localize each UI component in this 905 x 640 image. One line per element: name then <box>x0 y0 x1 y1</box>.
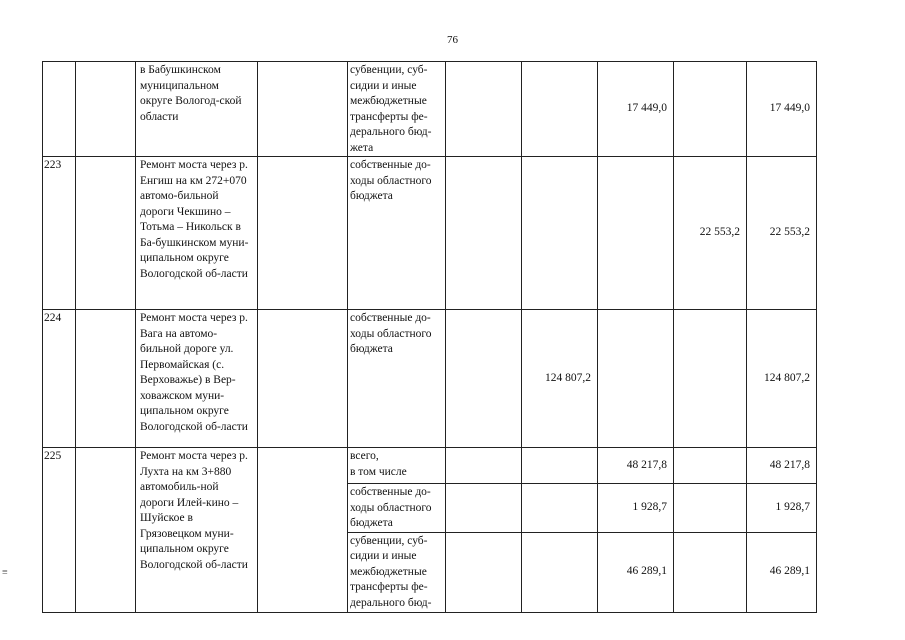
empty-cell <box>674 310 747 448</box>
empty-cell <box>76 448 136 613</box>
funding-source-cell: собственные до-ходы областного бюджета <box>348 157 446 310</box>
total-amount-cell: 17 449,0 <box>747 62 817 157</box>
amount-cell: 48 217,8 <box>598 448 674 484</box>
empty-cell <box>446 157 522 310</box>
row-index-cell: 224 <box>43 310 76 448</box>
funding-source-cell: субвенции, суб-сидии и иные межбюджетные трансферты фе-дерального бюд-жета <box>348 62 446 157</box>
row-index-cell: 225 <box>43 448 76 613</box>
table-row <box>43 310 817 448</box>
object-description-cell: Ремонт моста через р. Вага на автомо-бильной дороге ул. Первомайская (с. Верховажье) в Вер-ховажском муни-ципальном округе Вологодской об-ласти <box>136 310 258 448</box>
empty-cell <box>446 448 522 484</box>
empty-cell <box>76 310 136 448</box>
funding-source-cell: субвенции, суб-сидии и иные межбюджетные трансферты фе-дерального бюд- <box>348 532 446 612</box>
amount-cell <box>674 62 747 157</box>
amount-cell: 124 807,2 <box>522 310 598 448</box>
empty-cell <box>674 532 747 612</box>
table-row <box>43 62 817 157</box>
funding-source-cell: собственные до-ходы областного бюджета <box>348 484 446 533</box>
object-description-cell: Ремонт моста через р. Лухта на км 3+880 автомобиль-ной дороги Илей-кино – Шуйское в Грязовецком муни-ципальном округе Вологодской об-ласти <box>136 448 258 613</box>
total-amount-cell: 1 928,7 <box>747 484 817 533</box>
row-index-cell: 223 <box>43 157 76 310</box>
empty-cell <box>446 484 522 533</box>
table-row <box>43 157 817 310</box>
empty-cell <box>258 310 348 448</box>
amount-cell: 17 449,0 <box>598 62 674 157</box>
empty-cell <box>598 310 674 448</box>
amount-cell: 46 289,1 <box>598 532 674 612</box>
empty-cell <box>522 448 598 484</box>
empty-cell <box>258 157 348 310</box>
empty-cell <box>674 448 747 484</box>
empty-cell <box>598 157 674 310</box>
budget-table <box>42 61 817 613</box>
margin-mark: ≡ <box>2 567 8 578</box>
empty-cell <box>446 310 522 448</box>
empty-cell <box>674 484 747 533</box>
funding-source-cell: собственные до-ходы областного бюджета <box>348 310 446 448</box>
amount-cell: 1 928,7 <box>598 484 674 533</box>
empty-cell <box>76 62 136 157</box>
table-row <box>43 448 817 484</box>
empty-cell <box>76 157 136 310</box>
object-description-cell: Ремонт моста через р. Енгиш на км 272+070 автомо-бильной дороги Чекшино – Тотьма – Никольск в Ба-бушкинском муни-ципальном округе Вологодской об-ласти <box>136 157 258 310</box>
total-amount-cell: 22 553,2 <box>747 157 817 310</box>
funding-source-cell: всего, в том числе <box>348 448 446 484</box>
object-description-cell: в Бабушкинском муниципальном округе Вологод-ской области <box>136 62 258 157</box>
empty-cell <box>446 532 522 612</box>
row-index-cell <box>43 62 76 157</box>
empty-cell <box>258 62 348 157</box>
empty-cell <box>522 62 598 157</box>
empty-cell <box>522 157 598 310</box>
total-amount-cell: 48 217,8 <box>747 448 817 484</box>
amount-cell: 22 553,2 <box>674 157 747 310</box>
empty-cell <box>258 448 348 613</box>
empty-cell <box>446 62 522 157</box>
total-amount-cell: 124 807,2 <box>747 310 817 448</box>
empty-cell <box>522 484 598 533</box>
total-amount-cell: 46 289,1 <box>747 532 817 612</box>
page-number: 76 <box>447 34 458 46</box>
empty-cell <box>522 532 598 612</box>
